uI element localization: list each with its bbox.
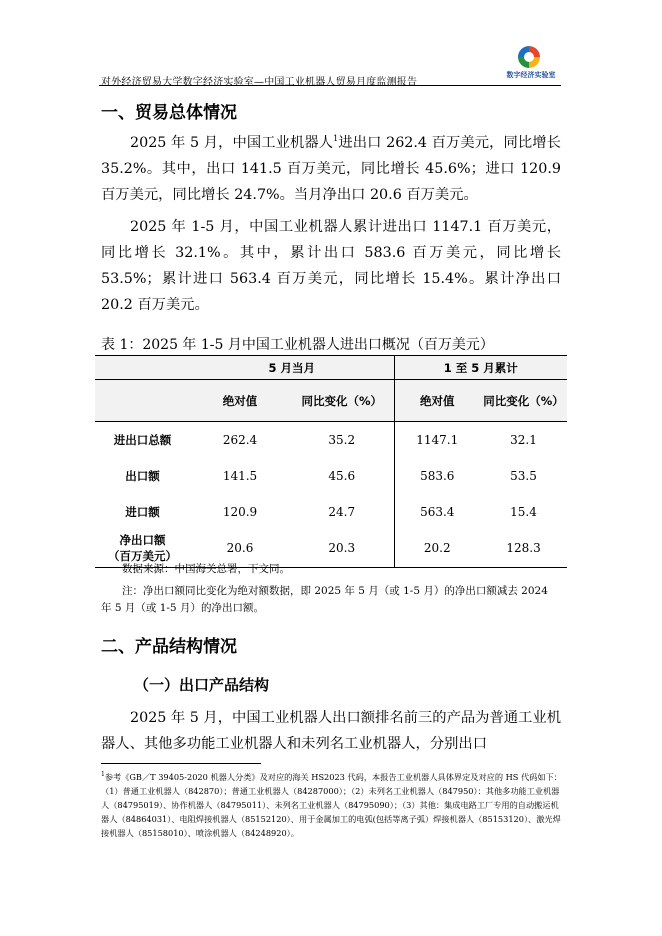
footnote-rule: [101, 763, 261, 764]
logo-text: 数字经济实验室: [506, 71, 556, 79]
table-cell: 120.9: [222, 504, 258, 519]
table-cell: 141.5: [222, 468, 258, 483]
subsection-heading-export-structure: （一）出口产品结构: [134, 676, 270, 694]
table-row: [95, 494, 567, 530]
table-row: [95, 422, 567, 458]
table-row: [95, 458, 567, 494]
table-cell: 563.4: [420, 504, 455, 519]
globe-logo-icon: [518, 46, 540, 68]
table-cell: 35.2: [290, 422, 394, 458]
table-cell: 20.3: [290, 530, 394, 568]
paragraph-export-structure: 2025 年 5 月，中国工业机器人出口额排名前三的产品为普通工业机器人、其他多功能工业机器人和未列名工业机器人，分别出口: [101, 710, 561, 752]
table-cell: 1147.1: [416, 432, 459, 447]
footnote-marker[interactable]: 1: [333, 134, 339, 143]
row-label: 进出口总额: [113, 432, 172, 447]
row-label: 出口额: [125, 468, 160, 483]
table-cell: 128.3: [480, 530, 567, 568]
sub-header-yoy: 同比变化（%）: [480, 380, 567, 422]
table-group-header-row: [95, 356, 567, 380]
row-label-unit: （百万美元）: [108, 549, 177, 564]
group-header-may: 5 月当月: [190, 356, 394, 380]
header-empty-cell: [95, 356, 190, 380]
header-empty-cell: [95, 380, 190, 422]
footnote: [101, 770, 563, 840]
group-header-jan-may: 1 至 5 月累计: [394, 356, 567, 380]
table-sub-header-row: [95, 380, 567, 422]
sub-header-yoy: 同比变化（%）: [290, 380, 394, 422]
sub-header-absolute: 绝对值: [190, 380, 290, 422]
table-cell: 20.2: [394, 530, 480, 568]
paragraph-text: 2025 年 5 月，中国工业机器人: [130, 135, 334, 151]
footnote-number: 1: [101, 771, 105, 778]
trade-summary-table: [95, 355, 567, 568]
table-cell: 20.6: [190, 530, 290, 568]
table-cell: 583.6: [420, 468, 455, 483]
paragraph-may-overview: [101, 130, 561, 208]
table-cell: 262.4: [222, 432, 258, 447]
running-header: 对外经济贸易大学数字经济实验室—中国工业机器人贸易月度监测报告: [101, 77, 418, 88]
table-note: 注：净出口额同比变化为绝对额数据，即 2025 年 5 月（或 1-5 月）的净出口额减去 2024 年 5 月（或 1-5 月）的净出口额。: [101, 585, 548, 614]
footnote-text: 参考《GB／T 39405-2020 机器人分类》及对应的海关 HS2023 代码，本报告工业机器人具体界定及对应的 HS 代码如下：（1）普通工业机器人（842870）；普通工业机器人（84287000）；（2）未列名工业机器人（847950）：其他多功能工业机器人（84795019）、协作机器人（84795011）、未列名工业机器人（84795090）；（3）其他：集成电路工厂专用的自动搬运机器人（84864031）、电阻焊接机器人（85152120）、用于金属加工的电弧(包括等离子弧）焊接机器人（85153120）、激光焊接机器人（85158010）、喷涂机器人（84248920）。: [101, 772, 562, 838]
header-rule: [99, 85, 561, 86]
table-cell: 24.7: [290, 494, 394, 530]
table-caption: 表 1：2025 年 1-5 月中国工业机器人进出口概况（百万美元）: [101, 337, 494, 353]
paragraph-jan-may-overview: 2025 年 1-5 月，中国工业机器人累计进出口 1147.1 百万美元，同比增长 32.1%。其中，累计出口 583.6 百万美元，同比增长 53.5%；累计进口 563.4 百万美元，同比增长 15.4%。累计净出口 20.2 百万美元。: [101, 219, 561, 313]
section-heading-product-structure: 二、产品结构情况: [101, 637, 237, 657]
section-heading-trade-overview: 一、贸易总体情况: [101, 103, 237, 123]
table-cell: 15.4: [510, 504, 537, 519]
table-cell: 45.6: [290, 458, 394, 494]
table-source: 数据来源：中国海关总署，下文同。: [122, 563, 290, 575]
row-label: 进口额: [125, 504, 160, 519]
paragraph-text: 进出口 262.4 百万美元，同比增长 35.2%。其中，出口 141.5 百万美元，同比增长 45.6%；进口 120.9 百万美元，同比增长 24.7%。当月净出口 20.6 百万美元。: [101, 135, 561, 203]
table-cell: 53.5: [510, 468, 537, 483]
row-label-line: 净出口额: [119, 533, 166, 548]
sub-header-absolute: 绝对值: [394, 380, 480, 422]
lab-logo: [505, 46, 557, 82]
table-cell: 32.1: [510, 432, 537, 447]
